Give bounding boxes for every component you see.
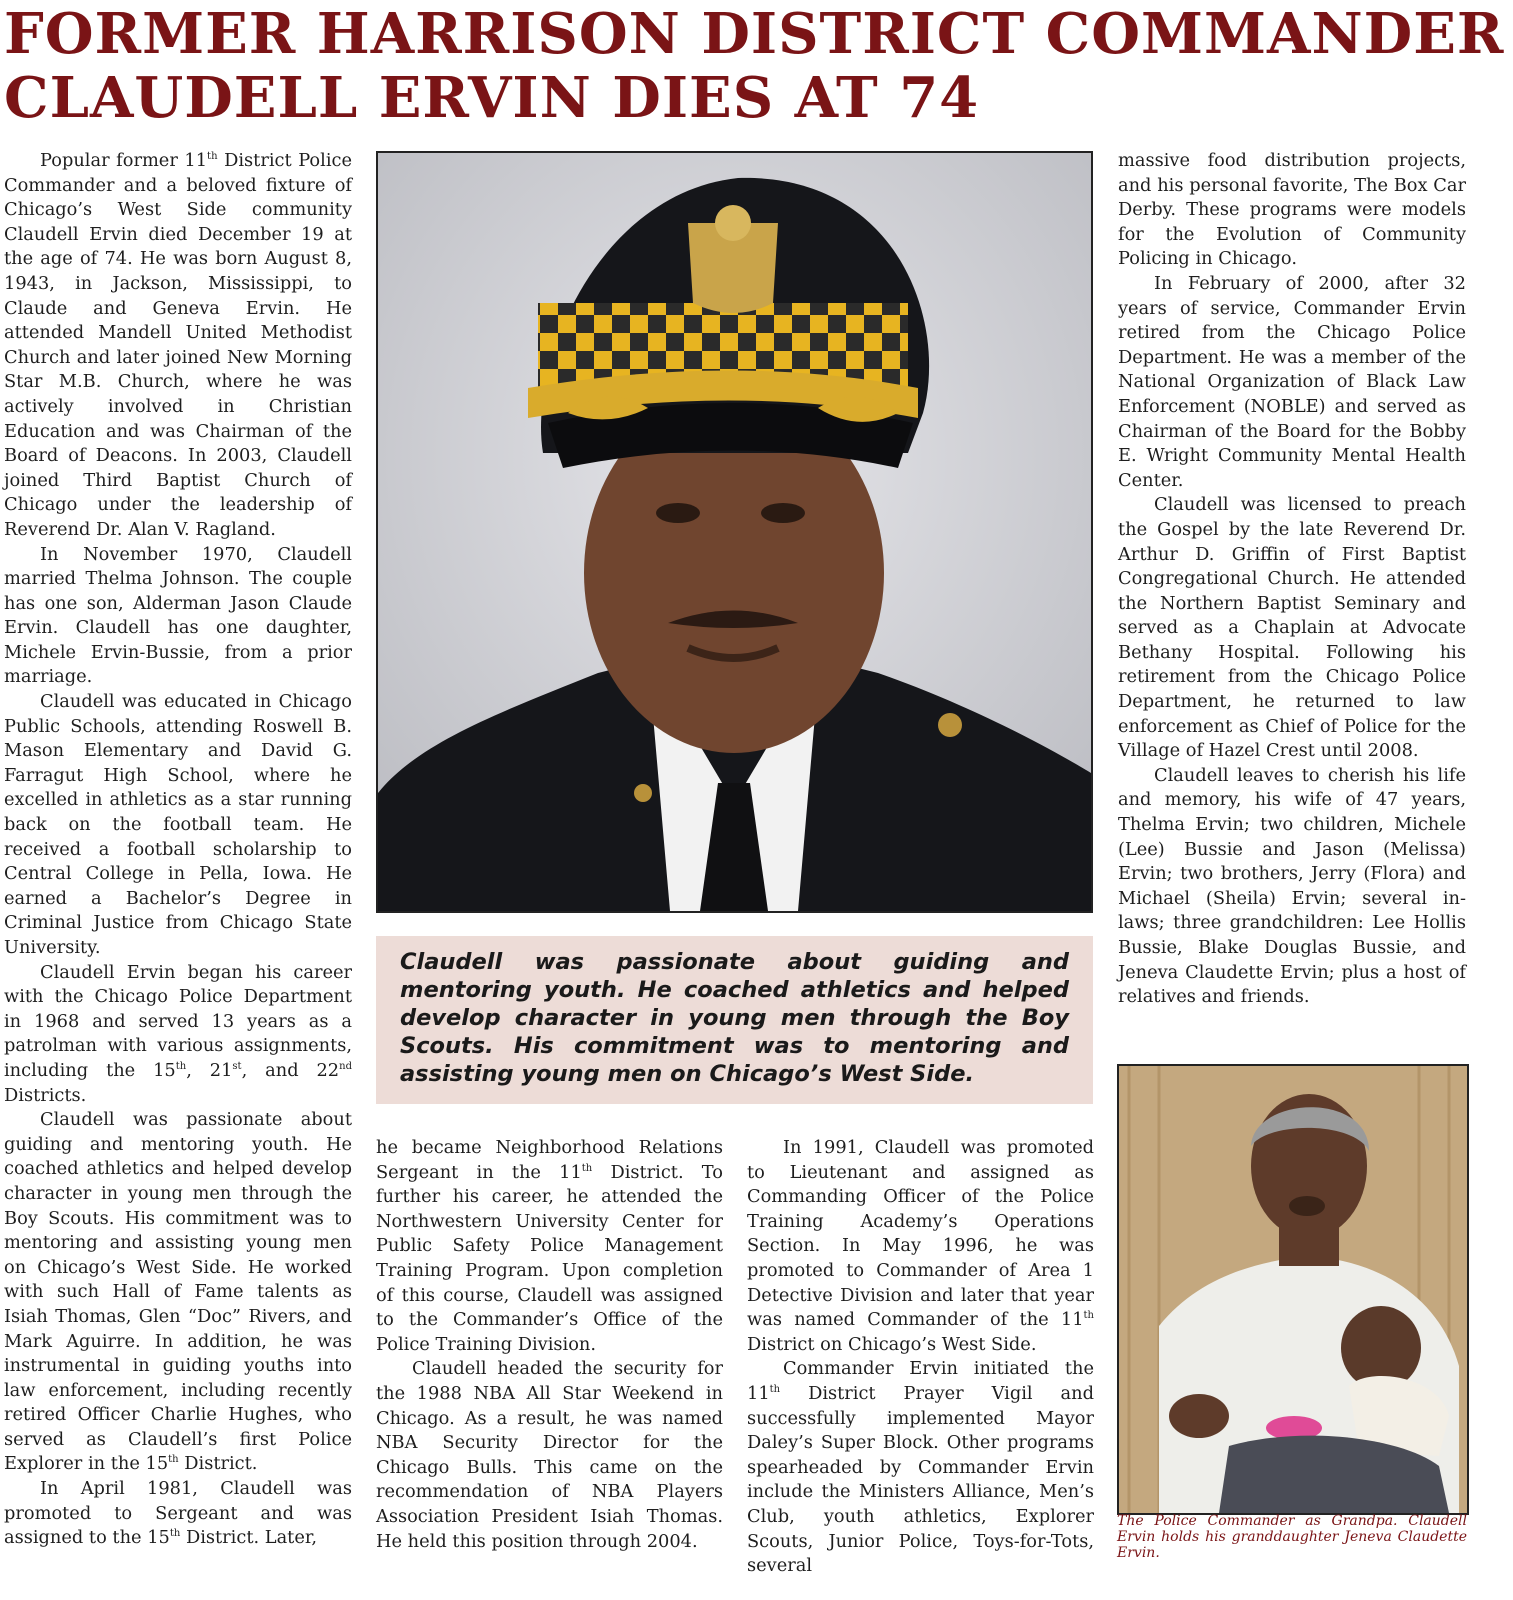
paragraph: Claudell was educated in Chicago Public Schools, attending Roswell B. Mason Elementary and David G. Farragut High School, where he excelled in athletics as a star running back on the football team. He received a football scholarship to Central College in Pella, Iowa. He earned a Bachelor’s Degree in Criminal Justice from Chicago State University. — [4, 691, 352, 958]
grandpa-photo — [1117, 1064, 1469, 1515]
paragraph: Claudell Ervin began his career with the Chicago Police Department in 1968 and served 13 years as a patrolman with various assignments, including the 15th, 21st, and 22nd Districts. — [4, 961, 352, 1106]
paragraph: In April 1981, Claudell was promoted to Sergeant and was assigned to the 15th District. Later, — [4, 1478, 352, 1549]
paragraph: Commander Ervin initiated the 11th District Prayer Vigil and successfully implemented Mayor Daley’s Super Block. Other programs spearheaded by Commander Ervin include the Ministers Alliance, Men’s Club, youth athletics, Explorer Scouts, Junior Police, Toys-for-Tots, several — [747, 1358, 1094, 1577]
article-column-2 — [376, 1136, 723, 1554]
article-column-1 — [4, 149, 352, 1551]
article-column-3 — [747, 1136, 1094, 1579]
photo-caption: The Police Commander as Grandpa. Claudell Ervin holds his granddaughter Jeneva Claudette Ervin. — [1117, 1513, 1467, 1561]
pull-quote-text: Claudell was passionate about guiding and mentoring youth. He coached athletics and helped develop character in young men through the Boy Scouts. His commitment was to mentoring and assisting young men on Chicago’s West Side. — [400, 949, 1069, 1087]
paragraph: massive food distribution projects, and his personal favorite, The Box Car Derby. These programs were models for the Evolution of Community Policing in Chicago. — [1118, 150, 1466, 270]
pull-quote — [376, 936, 1093, 1104]
portrait-illustration — [378, 153, 1091, 911]
paragraph: In November 1970, Claudell married Thelma Johnson. The couple has one son, Alderman Jason Claude Ervin. Claudell has one daughter, Michele Ervin-Bussie, from a prior marriage. — [4, 543, 352, 688]
paragraph: In 1991, Claudell was promoted to Lieutenant and assigned as Commanding Officer of the Police Training Academy’s Operations Section. In May 1996, he was promoted to Commander of Area 1 Detective Division and later that year was named Commander of the 11th District on Chicago’s West Side. — [747, 1137, 1094, 1355]
headline-line-1: FORMER HARRISON DISTRICT COMMANDER — [4, 1, 1505, 67]
paragraph: he became Neighborhood Relations Sergeant in the 11th District. To further his career, he attended the Northwestern University Center for Public Safety Police Management Training Program. Upon completion of this course, Claudell was assigned to the Commander’s Office of the Police Training Division. — [376, 1137, 723, 1355]
paragraph: Claudell was licensed to preach the Gospel by the late Reverend Dr. Arthur D. Griffin of First Baptist Congregational Church. He attended the Northern Baptist Seminary and served as a Chaplain at Advocate Bethany Hospital. Following his retirement from the Chicago Police Department, he returned to law enforcement as Chief of Police for the Village of Hazel Crest until 2008. — [1118, 494, 1466, 762]
headline-line-2: CLAUDELL ERVIN DIES AT 74 — [4, 65, 980, 131]
paragraph: In February of 2000, after 32 years of service, Commander Ervin retired from the Chicago Police Department. He was a member of the National Organization of Black Law Enforcement (NOBLE) and served as Chairman of the Board for the Bobby E. Wright Community Mental Health Center. — [1118, 272, 1466, 491]
paragraph: Claudell headed the security for the 1988 NBA All Star Weekend in Chicago. As a result, he was named NBA Security Director for the Chicago Bulls. This came on the recommendation of NBA Players Association President Isiah Thomas. He held this position through 2004. — [376, 1358, 723, 1552]
paragraph: Popular former 11th District Police Commander and a beloved fixture of Chicago’s West Side community Claudell Ervin died December 19 at the age of 74. He was born August 8, 1943, in Jackson, Mississippi, to Claude and Geneva Ervin. He attended Mandell United Methodist Church and later joined New Morning Star M.B. Church, where he was actively involved in Christian Education and was Chairman of the Board of Deacons. In 2003, Claudell joined Third Baptist Church of Chicago under the leadership of Reverend Dr. Alan V. Ragland. — [4, 150, 352, 540]
paragraph: Claudell leaves to cherish his life and memory, his wife of 47 years, Thelma Ervin; two children, Michele (Lee) Bussie and Jason (Melissa) Ervin; two brothers, Jerry (Flora) and Michael (Sheila) Ervin; several in-laws; three grandchildren: Lee Hollis Bussie, Blake Douglas Bussie, and Jeneva Claudette Ervin; plus a host of relatives and friends. — [1118, 764, 1466, 1008]
headline — [4, 2, 1509, 130]
article-column-4 — [1118, 149, 1466, 1010]
paragraph: Claudell was passionate about guiding and mentoring youth. He coached athletics and helped develop character in young men through the Boy Scouts. His commitment was to mentoring and assisting young men on Chicago’s West Side. He worked with such Hall of Fame talents as Isiah Thomas, Glen “Doc” Rivers, and Mark Aguirre. In addition, he was instrumental in guiding youths into law enforcement, including recently retired Officer Charlie Hughes, who served as Claudell’s first Police Explorer in the 15th District. — [4, 1109, 352, 1475]
grandpa-illustration — [1119, 1066, 1467, 1513]
commander-portrait-photo — [376, 151, 1093, 913]
